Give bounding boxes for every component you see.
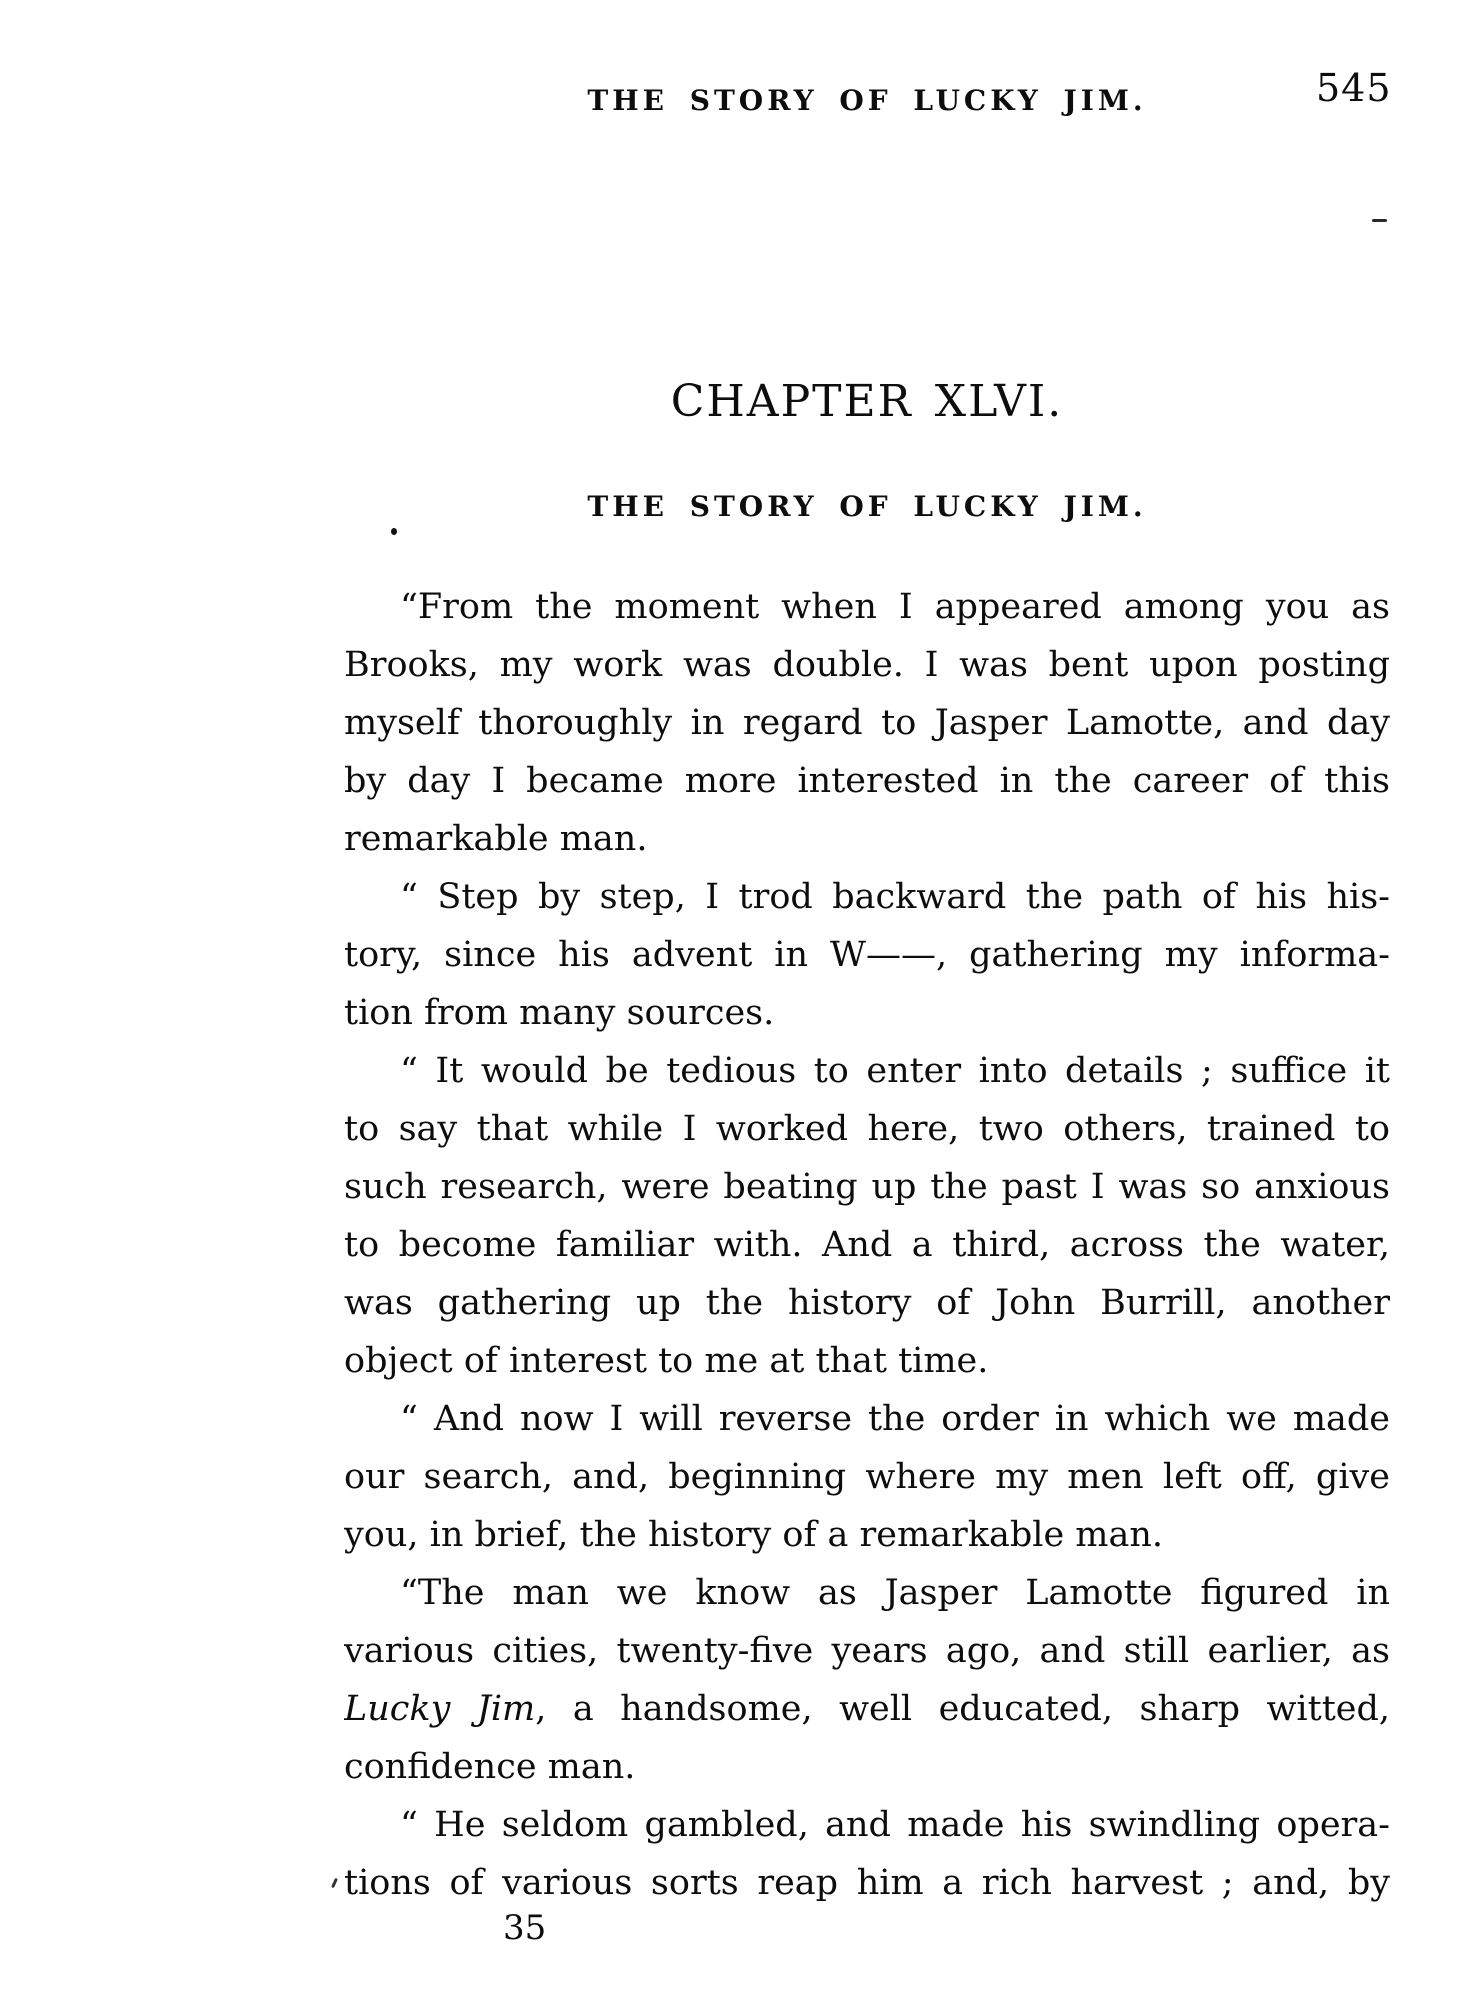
italic-phrase: Lucky Jim: [344, 1689, 536, 1729]
chapter-heading: CHAPTER XLVI.: [670, 376, 1064, 427]
printer-signature-mark: 35: [503, 1908, 547, 1948]
text-line: Brooks, my work was double. I was bent upon posting: [344, 645, 1390, 685]
text-line: such research, were beating up the past I was so anxious: [344, 1167, 1390, 1207]
page-number: 545: [1316, 66, 1392, 110]
text-line: tion from many sources.: [344, 993, 775, 1033]
text-line: myself thoroughly in regard to Jasper Lamotte, and day: [344, 703, 1390, 743]
text-line: to become familiar with. And a third, across the water,: [344, 1225, 1390, 1265]
text-line: remarkable man.: [344, 819, 648, 859]
text-line: object of interest to me at that time.: [344, 1341, 989, 1381]
chapter-subtitle: THE STORY OF LUCKY JIM.: [587, 490, 1147, 523]
text-line: “ Step by step, I trod backward the path of his his-: [400, 877, 1390, 917]
text-line: “ It would be tedious to enter into details ; suffice it: [400, 1051, 1390, 1091]
text-line: “ And now I will reverse the order in which we made: [400, 1399, 1390, 1439]
text-line: [344, 1680, 1390, 1738]
text-line: our search, and, beginning where my men left off, give: [344, 1457, 1390, 1497]
text-line: “From the moment when I appeared among you as: [400, 587, 1390, 627]
ink-speck-tick: [331, 1878, 338, 1888]
body-text-column: [344, 578, 1390, 1912]
running-header-title: THE STORY OF LUCKY JIM.: [587, 84, 1147, 117]
text-line: “The man we know as Jasper Lamotte figured in: [400, 1573, 1390, 1613]
text-line: confidence man.: [344, 1747, 636, 1787]
text-line: tory, since his advent in W——, gathering my informa-: [344, 935, 1390, 975]
text-segment: , a handsome, well educated, sharp witted,: [535, 1689, 1390, 1729]
text-line: “ He seldom gambled, and made his swindling opera-: [400, 1805, 1390, 1845]
text-line: was gathering up the history of John Burrill, another: [344, 1283, 1390, 1323]
ink-speck-dot: [391, 528, 397, 535]
text-line: you, in brief, the history of a remarkable man.: [344, 1515, 1164, 1555]
ink-speck-dash: [1372, 219, 1387, 222]
text-line: tions of various sorts reap him a rich harvest ; and, by: [344, 1863, 1390, 1903]
text-line: various cities, twenty-five years ago, and still earlier, as: [344, 1631, 1390, 1671]
text-line: to say that while I worked here, two others, trained to: [344, 1109, 1390, 1149]
text-line: by day I became more interested in the career of this: [344, 761, 1390, 801]
